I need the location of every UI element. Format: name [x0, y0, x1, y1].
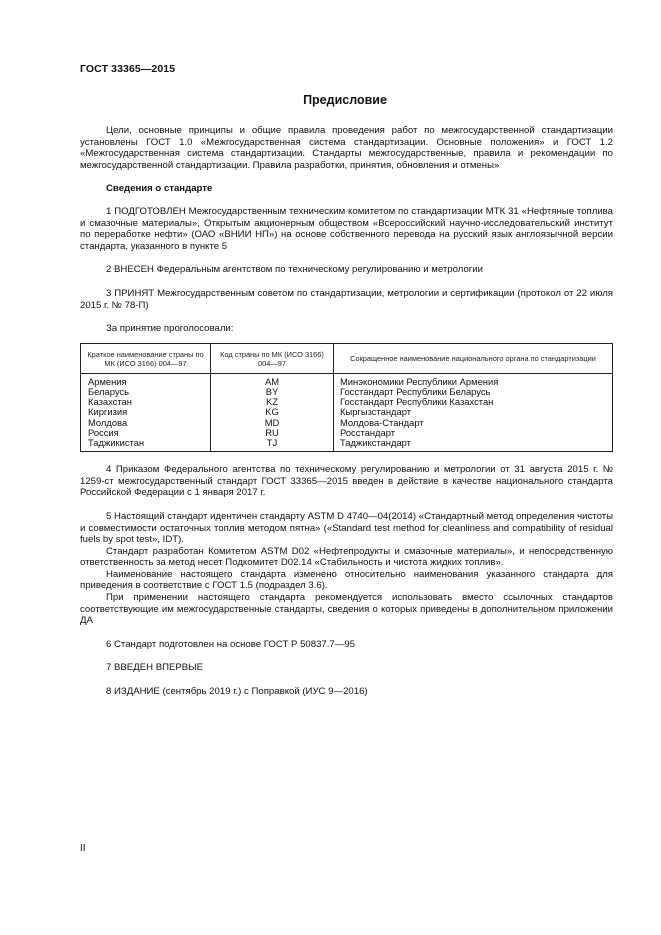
document-body: [80, 125, 613, 698]
item-7-paragraph: 7 ВВЕДЕН ВПЕРВЫЕ: [106, 662, 204, 674]
table-header-country: Краткое наименование страны по МК (ИСО 3166) 004—97: [81, 343, 211, 373]
table-cell-body: Таджикстандарт: [334, 438, 613, 452]
table-cell-body: Госстандарт Республики Казахстан: [334, 397, 613, 407]
table-cell-code: KZ: [211, 397, 334, 407]
item-5-name-paragraph: Наименование настоящего стандарта изменено относительно наименования указанного стандарта для приведения в соответствие с ГОСТ 1.5 (подраздел 3.6).: [80, 568, 613, 592]
page-title: Предисловие: [303, 93, 387, 107]
table-cell-country: Киргизия: [88, 406, 128, 418]
table-cell-country: Таджикистан: [88, 436, 145, 448]
item-3-paragraph: 3 ПРИНЯТ Межгосударственным советом по стандартизации, метрологии и сертификации (протокол от 22 июля 2015 г. № 78-П): [80, 287, 613, 311]
item-5-developer-paragraph: Стандарт разработан Комитетом ASTM D02 «Нефтепродукты и смазочные материалы», и непосредственную ответственность за метод несет Подкомитет D02.14 «Стабильность и чистота жидких топлив».: [80, 545, 613, 569]
table-cell-country: Молдова: [88, 416, 128, 428]
item-1-paragraph: 1 ПОДГОТОВЛЕН Межгосударственным техническим комитетом по стандартизации МТК 31 «Нефтяные топлива и смазочные материалы», Открытым акционерным обществом «Всероссийский научно-исследовательский институт по переработке нефти» (ОАО «ВНИИ НП») на основе собственного перевода на русский язык англоязычной версии стандарта, указанного в пункте 5: [80, 205, 613, 252]
table-cell-country: Россия: [88, 426, 119, 438]
item-5-references-paragraph: При применении настоящего стандарта рекомендуется использовать вместо ссылочных стандартов соответствующие им межгосударственные стандарты, сведения о которых приведены в дополнительном приложении ДА: [80, 592, 613, 627]
item-2-paragraph: 2 ВНЕСЕН Федеральным агентством по техническому регулированию и метрологии: [106, 264, 484, 276]
table-row: [81, 373, 613, 387]
table-cell-body: Госстандарт Республики Беларусь: [334, 387, 613, 397]
table-header-code: Код страны по МК (ИСО 3166) 004—97: [211, 343, 334, 373]
intro-paragraph: Цели, основные принципы и общие правила проведения работ по межгосударственной стандартизации установлены ГОСТ 1.0 «Межгосударственная система стандартизации. Основные положения» и ГОСТ 1.2 «Межгосударственная система стандартизации. Стандарты межгосударственные, правила и рекомендации по межгосударственной стандартизации. Правила разработки, принятия, обновления и отмены»: [80, 125, 613, 171]
section-subheading: Сведения о стандарте: [106, 183, 213, 195]
table-cell-country: Армения: [88, 375, 127, 387]
table-header-body: Сокращенное наименование национального органа по стандартизации: [334, 343, 613, 373]
table-cell-code: AM: [211, 373, 334, 387]
page-number: II: [80, 843, 86, 854]
table-cell-country: Беларусь: [88, 385, 130, 397]
item-5-paragraph: 5 Настоящий стандарт идентичен стандарту ASTM D 4740—04(2014) «Стандартный метод определения чистоты и совместимости остаточных топлив методом пятна» («Standard test method for cleanliness and compatibility of residual fuels by spot test», IDT).: [80, 510, 613, 546]
table-cell-code: KG: [211, 407, 334, 417]
table-row: [81, 438, 613, 452]
table-cell-body: Кыргызстандарт: [334, 407, 613, 417]
table-header-row: [81, 343, 613, 373]
table-cell-country: Казахстан: [88, 396, 132, 408]
table-cell-code: MD: [211, 418, 334, 428]
voted-label: За принятие проголосовали:: [106, 323, 234, 335]
table-cell-code: TJ: [211, 438, 334, 452]
voting-table: [80, 343, 613, 452]
table-cell-body: Росстандарт: [334, 428, 613, 438]
table-cell-body: Минэкономики Республики Армения: [334, 373, 613, 387]
item-8-paragraph: 8 ИЗДАНИЕ (сентябрь 2019 г.) с Поправкой (ИУС 9—2016): [106, 686, 368, 698]
table-cell-code: RU: [211, 428, 334, 438]
table-row: [81, 407, 613, 417]
table-cell-code: BY: [211, 387, 334, 397]
item-6-paragraph: 6 Стандарт подготовлен на основе ГОСТ Р 50837.7—95: [106, 638, 356, 650]
document-header: ГОСТ 33365—2015: [80, 63, 176, 75]
item-4-paragraph: 4 Приказом Федерального агентства по техническому регулированию и метрологии от 31 августа 2015 г. № 1259-ст межгосударственный стандарт ГОСТ 33365—2015 введен в действие в качестве национального стандарта Российской Федерации с 1 января 2017 г.: [80, 464, 613, 499]
table-cell-body: Молдова-Стандарт: [334, 418, 613, 428]
